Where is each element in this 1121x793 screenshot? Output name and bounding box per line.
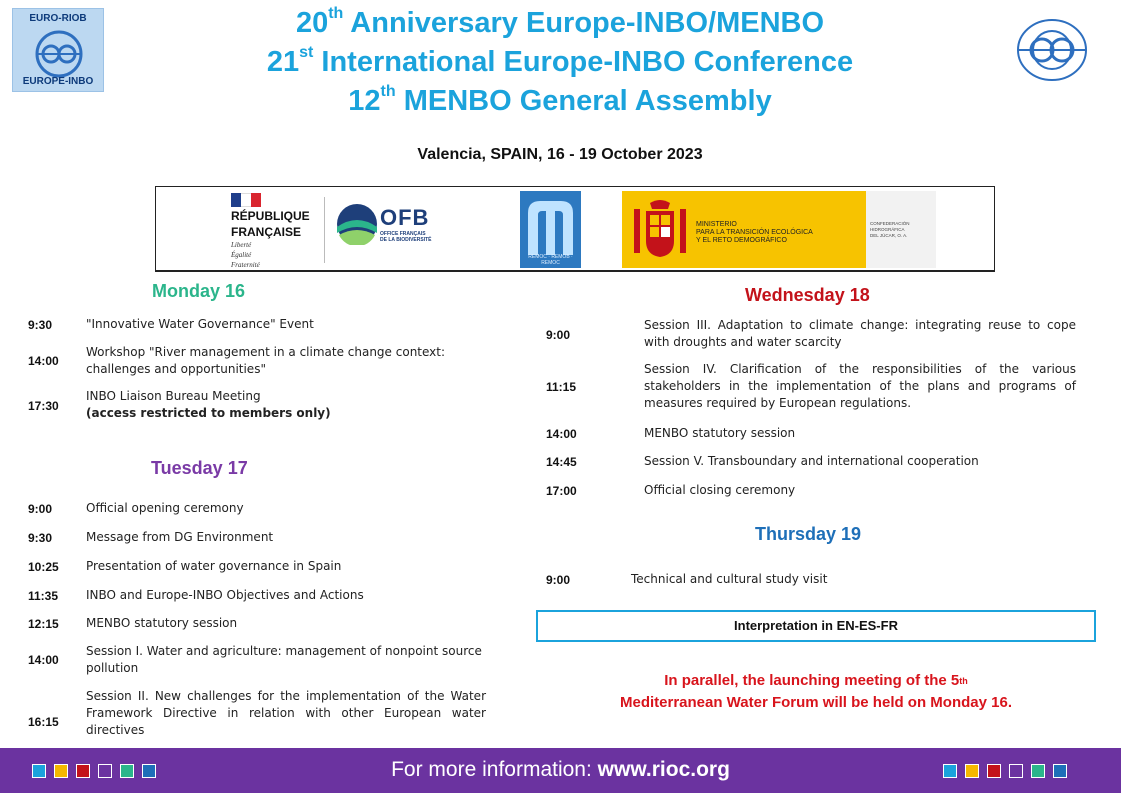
tuesday-item-1-time: 9:00: [28, 502, 53, 516]
footer-squares-right: [943, 764, 1067, 778]
logo-left-top-text: EURO-RIOB: [29, 13, 87, 24]
tuesday-item-7-time: 16:15: [28, 715, 59, 729]
tuesday-item-6-time: 14:00: [28, 653, 59, 667]
inbo-globe-icon: [1000, 14, 1104, 86]
rf-motto-3: Fraternité: [231, 261, 260, 269]
monday-item-2-text: Workshop "River management in a climate change context: challenges and opportunities": [86, 345, 446, 376]
wednesday-item-1-time: 9:00: [546, 328, 571, 342]
interpretation-box: Interpretation in EN-ES-FR: [536, 610, 1096, 642]
rf-name-2: FRANÇAISE: [231, 225, 302, 239]
thursday-item-1-text: Technical and cultural study visit: [631, 572, 828, 586]
wednesday-item-2-time: 11:15: [546, 380, 577, 394]
tuesday-item-1-text: Official opening ceremony: [86, 501, 244, 515]
ministerio-logo: [622, 191, 866, 268]
title-line-3: 12th MENBO General Assembly: [348, 83, 772, 117]
tuesday-item-7-text: Session II. New challenges for the implementation of the Water Framework Directive in relation with other European water directives: [86, 689, 486, 737]
monday-item-1-time: 9:30: [28, 318, 53, 332]
ofb-emblem-icon: [336, 203, 378, 245]
tuesday-item-6-text: Session I. Water and agriculture: management of nonpoint source pollution: [86, 644, 482, 675]
inbo-network-logo: [1000, 14, 1104, 86]
menbo-logo: [520, 191, 581, 268]
monday-item-3-time: 17:30: [28, 399, 59, 413]
tuesday-item-2-text: Message from DG Environment: [86, 530, 274, 544]
thursday-heading: Thursday 19: [755, 524, 862, 544]
wednesday-heading: Wednesday 18: [745, 285, 870, 305]
tuesday-item-5-time: 12:15: [28, 617, 59, 631]
wednesday-item-3-text: MENBO statutory session: [644, 426, 796, 440]
wednesday-item-5-time: 17:00: [546, 484, 577, 498]
footer-bar: [0, 748, 1121, 793]
wednesday-item-1-text: Session III. Adaptation to climate change: integrating reuse to cope with droughts and water scarcity: [644, 318, 1076, 349]
chj-logo: [866, 191, 936, 268]
menbo-footer-text: REMOC · REMOB · REMOC: [528, 254, 573, 266]
republique-francaise-logo: [231, 193, 321, 267]
wednesday-item-4-text: Session V. Transboundary and international cooperation: [644, 454, 979, 468]
footer-info: For more information: www.rioc.org: [391, 758, 730, 781]
spain-coat-of-arms-icon: [630, 197, 690, 263]
globe-logo-icon: [33, 29, 85, 79]
tuesday-item-2-time: 9:30: [28, 531, 53, 545]
wednesday-item-3-time: 14:00: [546, 427, 577, 441]
square-blue-icon: [943, 764, 957, 778]
thursday-item-1-time: 9:00: [546, 573, 571, 587]
tuesday-item-3-text: Presentation of water governance in Spain: [86, 559, 342, 573]
tuesday-item-3-time: 10:25: [28, 560, 59, 574]
monday-heading: Monday 16: [152, 281, 246, 301]
title-line-1: 20th Anniversary Europe-INBO/MENBO: [295, 5, 825, 39]
ofb-subtitle: OFFICE FRANÇAIS DE LA BIODIVERSITÉ: [380, 231, 432, 243]
monday-item-2-time: 14:00: [28, 354, 59, 368]
tuesday-heading: Tuesday 17: [151, 458, 248, 478]
footer-url-link[interactable]: www.rioc.org: [597, 758, 730, 781]
monday-item-1-text: "Innovative Water Governance" Event: [86, 317, 314, 331]
logo-left-bottom-text: EUROPE-INBO: [22, 76, 94, 87]
chj-text: CONFEDERACIÓN HIDROGRÁFICA DEL JÚCAR, O. A.: [870, 221, 910, 238]
rf-motto-1: Liberté: [231, 241, 252, 249]
square-green-icon: [1031, 764, 1045, 778]
rf-motto-2: Égalité: [231, 251, 252, 259]
menbo-emblem-icon: [520, 191, 581, 257]
ministerio-text: MINISTERIO PARA LA TRANSICIÓN ECOLÓGICA Y EL RETO DEMOGRÁFICO: [696, 221, 813, 244]
wednesday-item-4-time: 14:45: [546, 455, 577, 469]
square-white-icon: [1009, 764, 1023, 778]
wednesday-item-2-text: Session IV. Clarification of the responsibilities of the various stakeholders in the implementation of the plans and programs of measures required by European regulations.: [644, 362, 1076, 410]
title-line-2: 21st International Europe-INBO Conference: [266, 44, 854, 78]
square-darkblue-icon: [1053, 764, 1067, 778]
europe-inbo-logo: [12, 8, 104, 92]
rf-name-1: RÉPUBLIQUE: [231, 209, 310, 223]
tuesday-item-4-text: INBO and Europe-INBO Objectives and Actions: [86, 588, 364, 602]
square-red-icon: [987, 764, 1001, 778]
ofb-name: OFB: [380, 205, 430, 230]
monday-item-3-text: INBO Liaison Bureau Meeting (access restricted to members only): [86, 389, 331, 420]
french-flag-icon: [231, 193, 261, 207]
tuesday-item-5-text: MENBO statutory session: [86, 616, 238, 630]
venue-dates: Valencia, SPAIN, 16 - 19 October 2023: [417, 146, 703, 163]
tuesday-item-4-time: 11:35: [28, 589, 59, 603]
ofb-logo: [336, 199, 441, 261]
wednesday-item-5-text: Official closing ceremony: [644, 483, 796, 497]
partner-divider: [324, 197, 325, 263]
square-yellow-icon: [965, 764, 979, 778]
partner-logos-box: [155, 186, 995, 272]
parallel-notice: In parallel, the launching meeting of the 5th Mediterranean Water Forum will be held on Monday 16.: [619, 672, 1012, 711]
